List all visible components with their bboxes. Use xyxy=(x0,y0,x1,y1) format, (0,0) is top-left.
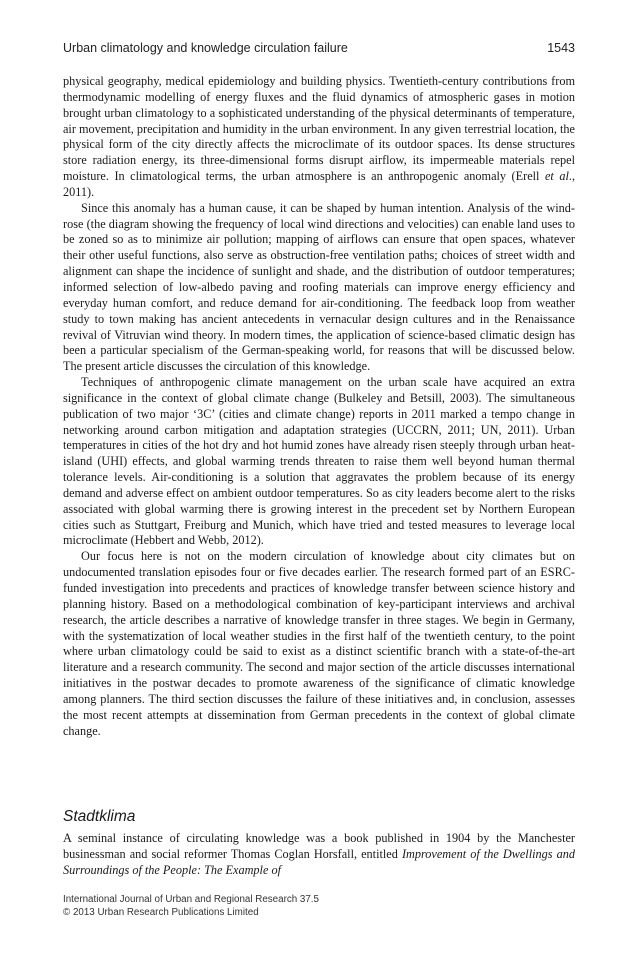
running-title: Urban climatology and knowledge circulation failure xyxy=(63,41,348,55)
journal-citation: International Journal of Urban and Regional Research 37.5 xyxy=(63,894,319,905)
section-heading: Stadtklima xyxy=(63,808,136,825)
paragraph-1-citation-end: ., 2011). xyxy=(63,169,576,199)
section-paragraph xyxy=(63,831,575,879)
section-paragraph-text: A seminal instance of circulating knowledge was a book published in 1904 by the Manchester businessman and social reformer Thomas Coglan Horsfall, entitled xyxy=(63,831,575,861)
paragraph-2: Since this anomaly has a human cause, it can be shaped by human intention. Analysis of the wind-rose (the diagram showing the frequency of local wind directions and velocities) can enable land uses to be zoned so as to minimize air pollution; mapping of airflows can ensure that open spaces, whatever their other useful functions, also serve as obstruction-free ventilation paths; choices of street width and alignment can shape the incidence of sunlight and shade, and the distribution of outdoor temperatures; informed selection of low-albedo paving and roofing materials can improve energy efficiency and everyday human comfort, and reduce demand for air-conditioning. The feedback loop from weather study to town making has ancient antecedents in vernacular design cultures and in the Renaissance revival of Vitruvian wind theory. In modern times, the application of science-based climatic design has been a particular specialism of the German-speaking world, for reasons that will be discussed below. The present article discusses the circulation of this knowledge. xyxy=(63,200,575,374)
article-body xyxy=(63,74,575,739)
paragraph-1 xyxy=(63,74,575,201)
running-header xyxy=(63,41,575,55)
section-body xyxy=(63,831,575,879)
copyright-notice: © 2013 Urban Research Publications Limited xyxy=(63,906,259,918)
book-title: Improvement of the Dwellings and Surroundings of the People: The Example of xyxy=(63,846,575,877)
paragraph-1-text: physical geography, medical epidemiology and building physics. Twentieth-century contributions from thermodynamic modelling of energy fluxes and the fluid dynamics of atmospheric gases in motion brought urban climatology to a sophisticated understanding of the physical determinants of temperature, air movement, precipitation and humidity in the urban environment. In any given terrestrial location, the physical form of the city directly affects the microclimate of its outdoor spaces. Its dense structures store radiation energy, its three-dimensional forms disrupt airflow, its impermeable materials repel moisture. In climatological terms, the urban atmosphere is an anthropogenic anomaly (Erell xyxy=(63,74,575,184)
page-number: 1543 xyxy=(547,41,575,55)
paragraph-4: Our focus here is not on the modern circulation of knowledge about city climates but on undocumented translation episodes four or five decades earlier. The research formed part of an ESRC-funded investigation into precedents and practices of knowledge transfer between science history and planning history. Based on a methodological combination of key-participant interviews and archival research, the article describes a narrative of knowledge transfer in three stages. We begin in Germany, with the systematization of local weather studies in the first half of the twentieth century, to the point where urban climatology could be said to exist as a distinct scientific branch with a state-of-the-art literature and a research community. The second and major section of the article discusses international initiatives in the postwar decades to promote awareness of the significance of climatic knowledge among planners. The third section discusses the failure of these initiatives and, in conclusion, assesses the most recent attempts at dissemination from German precedents in the context of global climate change. xyxy=(63,549,575,738)
et-al-citation: et al xyxy=(544,169,569,184)
page-footer xyxy=(63,894,319,919)
paragraph-3: Techniques of anthropogenic climate management on the urban scale have acquired an extra significance in the context of global climate change (Bulkeley and Betsill, 2003). The simultaneous publication of two major ‘3C’ (cities and climate change) reports in 2011 marked a tempo change in networking around carbon mitigation and adaptation strategies (UCCRN, 2011; UN, 2011). Urban temperatures in cities of the hot dry and hot humid zones have already risen steeply through urban heat-island (UHI) effects, and global warming trends threaten to raise them well beyond human thermal tolerance levels. Air-conditioning is a solution that aggravates the problem because of its energy demand and adverse effect on ambient outdoor temperatures. So as city leaders become alert to the risks associated with global warming there is growing interest in the precedent set by Northern European cities such as Stuttgart, Freiburg and Munich, which have tried and tested measures to leverage local microclimate (Hebbert and Webb, 2012). xyxy=(63,375,575,548)
